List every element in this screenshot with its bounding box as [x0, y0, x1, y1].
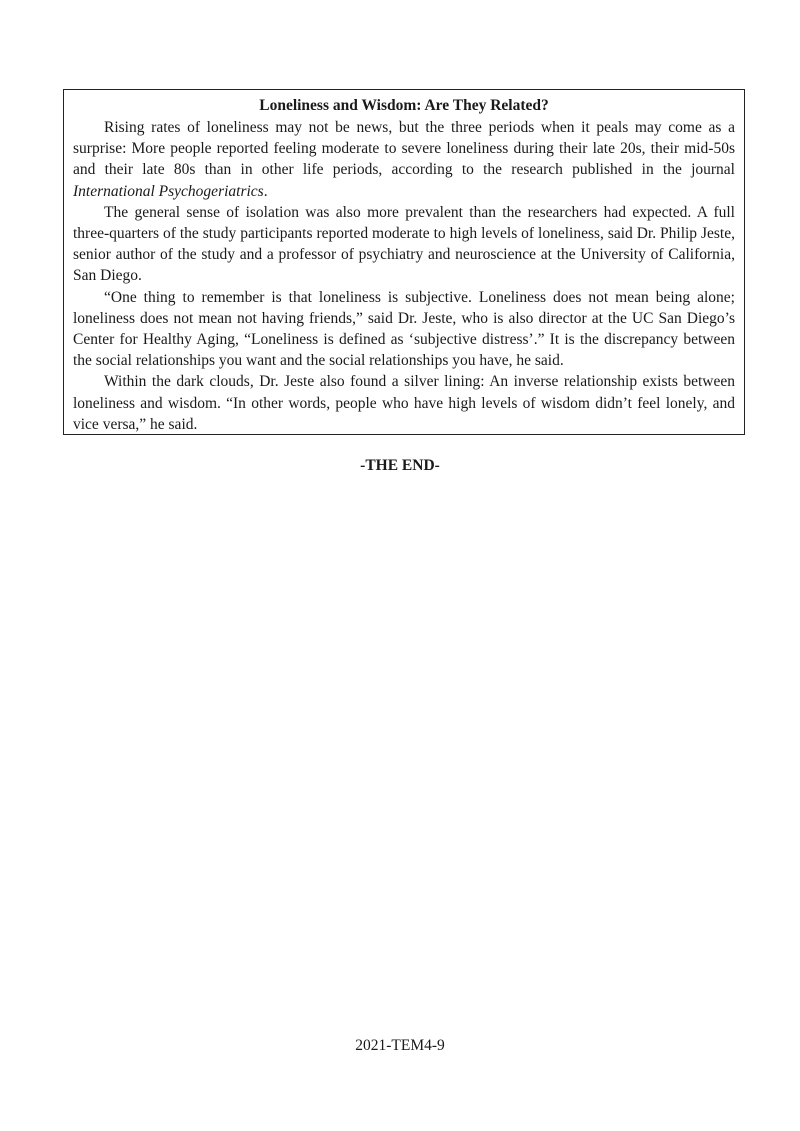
paragraph-1-text: Rising rates of loneliness may not be news, but the three periods when it peals may come as a surprise: More people reported feeling moderate to severe loneliness during their late 20s, their mid-50s and their late 80s than in other life periods, according to the research published in the journal — [73, 119, 735, 179]
journal-name: International Psychogeriatrics — [73, 182, 264, 200]
paragraph-2: The general sense of isolation was also more prevalent than the researchers had expected. A full three-quarters of the study participants reported moderate to high levels of loneliness, said Dr. Philip Jeste, senior author of the study and a professor of psychiatry and neuroscience at the University of California, San Diego. — [73, 203, 735, 285]
page-code: 2021-TEM4-9 — [355, 1037, 445, 1054]
paragraph-3: “One thing to remember is that loneliness is subjective. Loneliness does not mean being alone; loneliness does not mean not having friends,” said Dr. Jeste, who is also director at the UC San Diego’s Center for Healthy Aging, “Loneliness is defined as ‘subjective distress’.” It is the discrepancy between the social relationships you want and the social relationships you have, he said. — [73, 288, 735, 370]
passage-title: Loneliness and Wisdom: Are They Related? — [259, 97, 549, 114]
end-marker: -THE END- — [360, 457, 440, 474]
paragraph-4: Within the dark clouds, Dr. Jeste also found a silver lining: An inverse relationship exists between loneliness and wisdom. “In other words, people who have high levels of wisdom didn’t feel lonely, and vice versa,” he said. — [73, 373, 735, 433]
passage-box — [63, 89, 745, 435]
paragraph-1 — [73, 117, 735, 202]
paragraph-1-end: . — [263, 182, 268, 200]
